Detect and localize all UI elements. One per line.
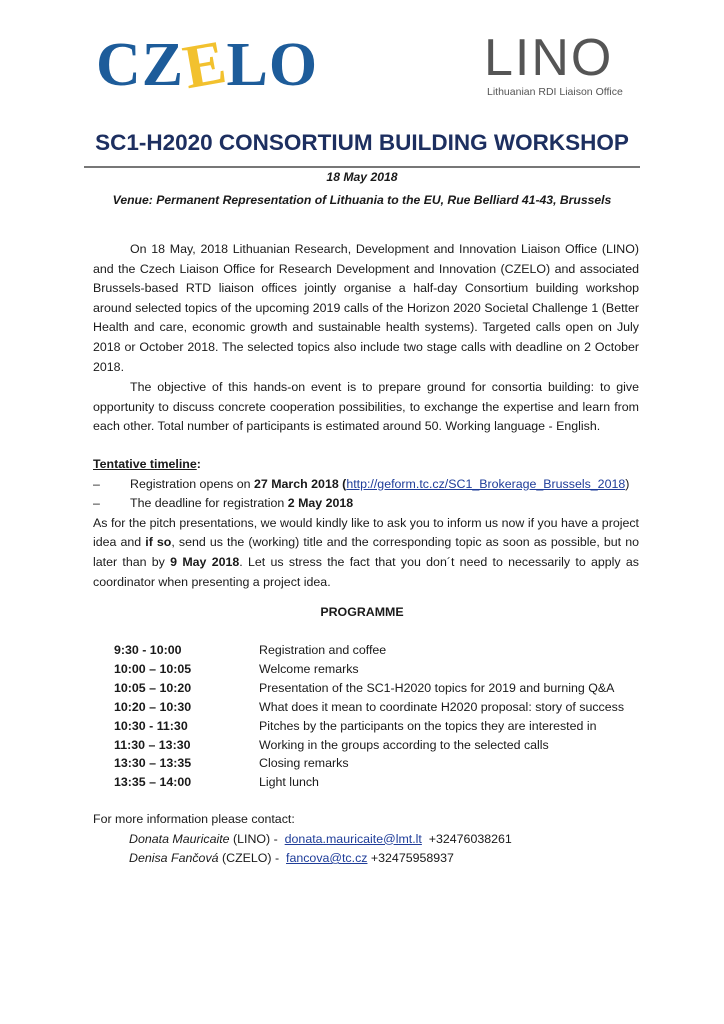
- intro-text: On 18 May, 2018 Lithuanian Research, Development and Innovation Liaison Office (LINO) and the Czech Liaison Office for Research Development and Innovation (CZELO) and associated Brussels-based RTD liaison offices jointly organise a half-day Consortium building workshop around selected topics of the upcoming 2019 calls of the Horizon 2020 Societal Challenge 1 (Better Health and care, economic growth and sustainable health systems). Targeted calls open on July 2018 or October 2018. The selected topics also include two stage calls with deadline on 2 October 2018.: [93, 242, 639, 374]
- czelo-logo: CZELO: [96, 27, 319, 103]
- registration-link[interactable]: http://geform.tc.cz/SC1_Brokerage_Brussels_2018: [346, 476, 626, 491]
- contact-intro: For more information please contact:: [93, 812, 295, 826]
- pitch-paragraph: [93, 514, 639, 592]
- activity: Light lunch: [259, 775, 319, 790]
- activity: Welcome remarks: [259, 661, 359, 676]
- lino-logo: LINO: [484, 29, 614, 87]
- programme-row: [114, 698, 624, 717]
- time: 13:30 – 13:35: [114, 756, 192, 771]
- registration-deadline: 2 May 2018: [287, 496, 354, 511]
- paren: ): [625, 476, 630, 491]
- contact-section: [93, 810, 512, 869]
- contact-email-link[interactable]: fancova@tc.cz: [286, 851, 368, 865]
- time: 13:35 – 14:00: [114, 775, 192, 790]
- time: 10:20 – 10:30: [114, 699, 192, 714]
- intro-paragraph: [93, 240, 639, 377]
- programme-row: [114, 679, 624, 698]
- event-venue: Venue: Permanent Representation of Lithuania to the EU, Rue Belliard 41-43, Brussels: [112, 193, 612, 207]
- event-date: 18 May 2018: [326, 170, 398, 184]
- text: The deadline for registration: [130, 496, 288, 511]
- contact-name: Donata Mauricaite: [129, 831, 230, 846]
- time: 10:05 – 10:20: [114, 680, 192, 695]
- contact-phone: +32476038261: [421, 831, 512, 846]
- activity: Closing remarks: [259, 756, 349, 771]
- objective-text: The objective of this hands-on event is to prepare ground for consortia building: to give opportunity to discuss concrete cooperation possibilities, to exchange the expertise and learn from each other. Total number of participants is estimated around 50. Working language - English.: [93, 380, 639, 434]
- text: . Let us stress the fact that you don´t need to necessarily to apply as coordinator when presenting a project idea.: [93, 554, 639, 589]
- contact-org: (LINO) -: [229, 831, 285, 846]
- text: Registration opens on: [130, 476, 254, 491]
- programme-heading: PROGRAMME: [320, 605, 404, 619]
- activity: Pitches by the participants on the topics they are interested in: [259, 718, 597, 733]
- pitch-deadline: 9 May 2018: [170, 554, 240, 569]
- activity: What does it mean to coordinate H2020 proposal: story of success: [259, 699, 625, 714]
- contact-person: [93, 849, 512, 869]
- text: , send us the (working) title and the corresponding topic as soon as possible, but no later than by: [93, 535, 639, 569]
- registration-open-date: 27 March 2018: [254, 476, 339, 491]
- contact-org: (CZELO) -: [218, 851, 287, 865]
- timeline-section: [93, 455, 639, 592]
- timeline-item: [93, 475, 639, 495]
- dash: –: [93, 476, 100, 491]
- timeline-colon: :: [196, 457, 201, 471]
- programme-row: [114, 660, 624, 679]
- contact-email-link[interactable]: donata.mauricaite@lmt.lt: [284, 831, 422, 846]
- programme-row: [114, 717, 624, 736]
- contact-name: Denisa Fančová: [129, 851, 219, 865]
- activity: Presentation of the SC1-H2020 topics for 2019 and burning Q&A: [259, 680, 615, 695]
- text: As for the pitch presentations, we would kindly like to ask you to inform us now if you have a project idea and: [93, 515, 639, 550]
- paren: (: [338, 476, 347, 491]
- programme-row: [114, 773, 624, 792]
- contact-person: [93, 830, 512, 850]
- text-bold: if so: [145, 535, 172, 550]
- activity: Working in the groups according to the selected calls: [259, 737, 549, 752]
- time: 11:30 – 13:30: [114, 737, 191, 752]
- time: 10:30 - 11:30: [114, 718, 188, 733]
- programme-row: [114, 736, 624, 755]
- timeline-item: [93, 494, 639, 514]
- time: 9:30 - 10:00: [114, 643, 182, 657]
- lino-logo-subtitle: Lithuanian RDI Liaison Office: [487, 86, 623, 98]
- contact-phone: +32475958937: [367, 851, 454, 865]
- objective-paragraph: [93, 378, 639, 437]
- title-divider: [84, 166, 640, 168]
- activity: Registration and coffee: [259, 643, 387, 657]
- programme-row: [114, 754, 624, 773]
- timeline-heading: Tentative timeline: [93, 457, 197, 471]
- programme-table: [114, 641, 624, 792]
- dash: –: [93, 496, 100, 511]
- document-title: SC1-H2020 CONSORTIUM BUILDING WORKSHOP: [95, 130, 629, 155]
- programme-row: [114, 641, 624, 660]
- time: 10:00 – 10:05: [114, 661, 192, 676]
